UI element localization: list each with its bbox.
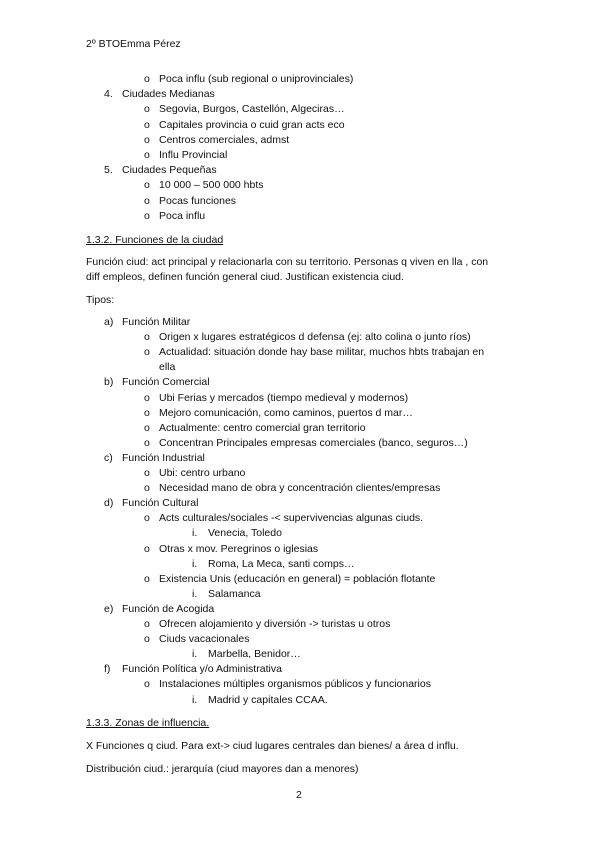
- bullet-marker: o: [144, 512, 150, 525]
- list-item: Origen x lugares estratégicos d defensa (ej: alto colina o junto ríos): [159, 331, 471, 344]
- list-item: ella: [159, 361, 176, 374]
- list-item: Función Política y/o Administrativa: [122, 663, 282, 676]
- list-item: Necesidad mano de obra y concentración clientes/empresas: [159, 482, 441, 495]
- list-marker: i.: [192, 648, 198, 661]
- list-item: Acts culturales/sociales -< supervivencias algunas ciuds.: [159, 512, 424, 525]
- bullet-marker: o: [144, 633, 150, 646]
- paragraph-line: Distribución ciud.: jerarquía (ciud mayores dan a menores): [86, 763, 359, 775]
- list-item: Concentran Principales empresas comerciales (banco, seguros…): [159, 436, 468, 449]
- bullet-marker: o: [144, 678, 150, 691]
- list-item: Función Comercial: [122, 376, 210, 389]
- bullet-marker: o: [144, 209, 150, 222]
- list-item: Salamanca: [208, 587, 261, 600]
- list-marker: 5.: [104, 164, 113, 177]
- paragraph-line: X Funciones q ciud. Para ext-> ciud lugares centrales dan bienes/ a área d influ.: [86, 740, 459, 752]
- list-item: Función Militar: [122, 316, 191, 328]
- list-marker: i.: [192, 557, 198, 570]
- bullet-marker: o: [144, 467, 150, 479]
- list-item: Venecia, Toledo: [208, 527, 282, 540]
- list-item: Capitales provincia o cuid gran acts eco: [159, 118, 345, 131]
- list-marker: c): [104, 451, 113, 464]
- bullet-marker: o: [144, 542, 150, 555]
- list-item: Ubi: centro urbano: [159, 467, 246, 479]
- bullet-marker: o: [144, 482, 150, 495]
- list-item: Ciuds vacacionales: [159, 633, 250, 646]
- bullet-marker: o: [144, 149, 150, 161]
- bullet-marker: o: [144, 572, 150, 585]
- bullet-marker: o: [144, 179, 150, 192]
- list-marker: i.: [192, 527, 198, 540]
- paragraph-line: diff empleos, definen función general ciud. Justifican existencia ciud.: [86, 271, 404, 283]
- list-marker: e): [104, 602, 114, 615]
- list-item: Función Industrial: [122, 451, 205, 464]
- list-marker: f): [104, 663, 111, 676]
- list-item: Pocas funciones: [159, 194, 237, 207]
- paragraph-line: Función ciud: act principal y relacionarla con su territorio. Personas q viven en lla , con: [86, 256, 489, 268]
- page-header: 2º BTOEmma Pérez: [86, 38, 181, 50]
- bullet-marker: o: [144, 391, 150, 404]
- list-item: 10 000 – 500 000 hbts: [159, 179, 264, 192]
- page-number: 2: [296, 789, 302, 801]
- bullet-marker: o: [144, 406, 150, 419]
- list-marker: b): [104, 376, 114, 389]
- list-item: Ubi Ferias y mercados (tiempo medieval y modernos): [159, 391, 409, 404]
- list-item: Poca influ (sub regional o uniprovinciales): [159, 73, 354, 85]
- list-marker: i.: [192, 587, 198, 600]
- list-marker: i.: [192, 693, 198, 706]
- list-item: Actualmente: centro comercial gran territorio: [159, 421, 366, 434]
- list-item: Ciudades Pequeñas: [122, 164, 217, 177]
- bullet-marker: o: [144, 421, 150, 434]
- bullet-marker: o: [144, 346, 150, 359]
- list-item: Ciudades Medianas: [122, 88, 215, 101]
- list-marker: d): [104, 497, 114, 510]
- bullet-marker: o: [144, 194, 150, 207]
- list-item: Ofrecen alojamiento y diversión -> turistas u otros: [159, 618, 391, 630]
- section-heading: 1.3.2. Funciones de la ciudad: [86, 234, 224, 246]
- list-item: Influ Provincial: [159, 149, 228, 161]
- list-marker: 4.: [104, 88, 113, 101]
- list-item: Otras x mov. Peregrinos o iglesias: [159, 542, 319, 555]
- list-item: Función Cultural: [122, 497, 199, 510]
- paragraph-label: Tipos:: [86, 294, 115, 306]
- list-item: Segovia, Burgos, Castellón, Algeciras…: [159, 103, 345, 116]
- bullet-marker: o: [144, 331, 150, 344]
- bullet-marker: o: [144, 133, 150, 146]
- list-item: Mejoro comunicación, como caminos, puertos d mar…: [159, 406, 413, 419]
- bullet-marker: o: [144, 103, 150, 116]
- list-marker: a): [104, 316, 114, 328]
- list-item: Función de Acogida: [122, 602, 215, 615]
- list-item: Instalaciones múltiples organismos públicos y funcionarios: [159, 678, 431, 691]
- list-item: Poca influ: [159, 209, 206, 222]
- list-item: Centros comerciales, admst: [159, 133, 290, 146]
- section-heading: 1.3.3. Zonas de influencia.: [86, 717, 210, 729]
- bullet-marker: o: [144, 436, 150, 449]
- list-item: Marbella, Benidor…: [208, 648, 301, 661]
- bullet-marker: o: [144, 118, 150, 131]
- list-item: Roma, La Meca, santi comps…: [208, 557, 355, 570]
- bullet-marker: o: [144, 73, 150, 85]
- list-item: Madrid y capitales CCAA.: [208, 693, 328, 706]
- list-item: Actualidad: situación donde hay base militar, muchos hbts trabajan en: [159, 346, 485, 359]
- bullet-marker: o: [144, 618, 150, 630]
- list-item: Existencia Unis (educación en general) = población flotante: [159, 572, 436, 585]
